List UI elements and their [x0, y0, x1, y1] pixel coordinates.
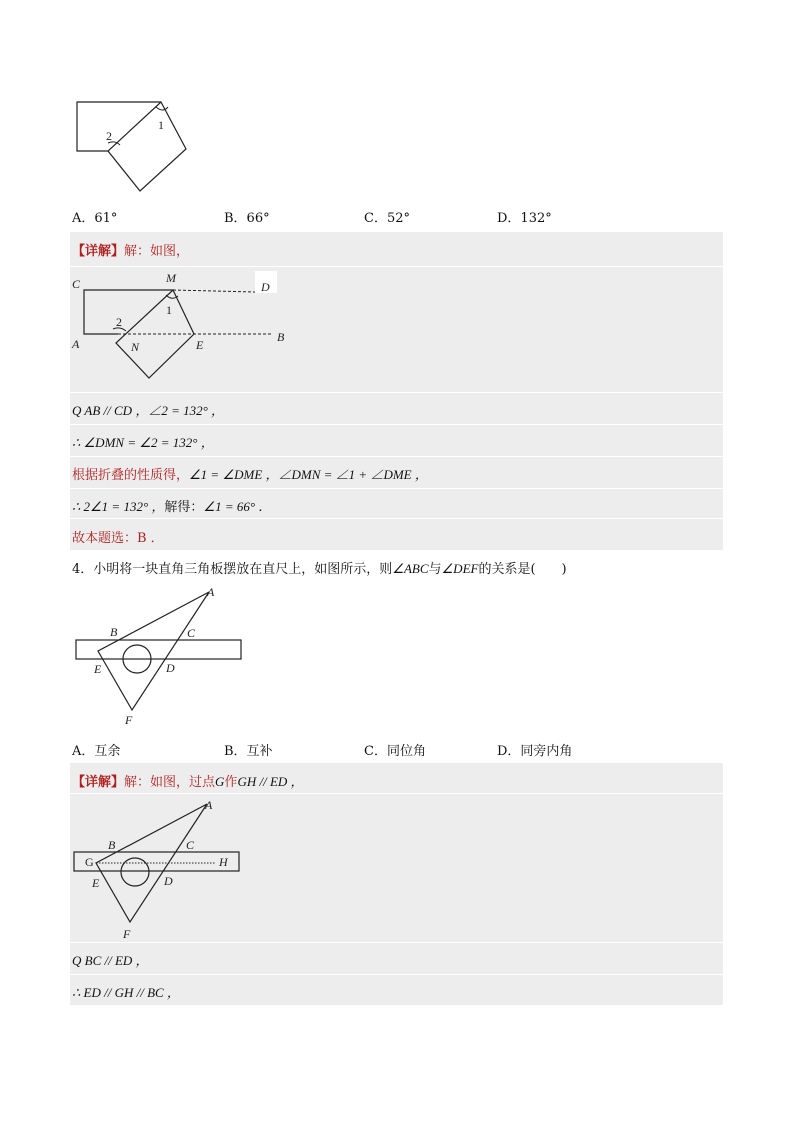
q4-stem-angle-abc: ∠ABC: [392, 561, 429, 576]
sol4-intro-a: 解：如图，过点: [124, 775, 216, 790]
sol3-figure: [68, 268, 298, 383]
q4-figure: [70, 583, 250, 728]
sol4-label-f: F: [123, 927, 131, 941]
sol3-label-1: 1: [166, 303, 172, 317]
sol4-line2: ∴ ED // GH // BC ，: [72, 985, 180, 1000]
q3-options: [72, 207, 732, 227]
q3-option-d[interactable]: D．132°: [497, 211, 552, 226]
q3-label-2: 2: [106, 129, 112, 143]
sol4-intro-gh: GH // ED ，: [237, 774, 304, 789]
q4-label-a: A: [207, 585, 215, 599]
q4-option-a[interactable]: A．互余: [72, 744, 121, 759]
q4-option-d[interactable]: D．同旁内角: [497, 744, 573, 759]
sol4-label-e: E: [92, 876, 100, 890]
q4-options: [72, 740, 732, 760]
divider: [70, 974, 723, 975]
q4-number: 4．: [72, 562, 94, 577]
sol3-label-a: A: [72, 337, 80, 351]
q4-option-b[interactable]: B．互补: [224, 744, 273, 759]
divider: [70, 424, 723, 425]
sol4-label-g: G: [85, 855, 94, 869]
sol3-line3: [72, 464, 428, 483]
q4-option-c[interactable]: C．同位角: [364, 744, 426, 759]
sol3-conclusion: 故本题选：B ．: [72, 531, 164, 546]
sol3-label-2: 2: [116, 315, 122, 329]
q4-label-f: F: [125, 713, 133, 727]
sol3-line4-text: 解得：: [164, 500, 204, 515]
sol3-label-c: C: [72, 277, 81, 291]
q4-triangle: [98, 592, 209, 710]
q4-label-b: B: [110, 625, 118, 639]
sol4-label-d: D: [164, 874, 173, 888]
divider: [70, 266, 723, 267]
sol3-line3-prefix: 根据折叠的性质得，: [72, 468, 190, 483]
sol3-intro-text: 解：如图，: [124, 244, 190, 259]
q4-label-c: C: [187, 626, 196, 640]
q4-stem-angle-def: ∠DEF: [441, 561, 479, 576]
sol3-line2: ∴ ∠DMN = ∠2 = 132° ，: [72, 435, 214, 450]
divider: [70, 456, 723, 457]
sol3-label-n: N: [131, 340, 140, 354]
q3-option-b[interactable]: B．66°: [224, 211, 270, 226]
q4-stem-c: 的关系是( ): [478, 562, 567, 577]
sol4-ruler-hole: [121, 858, 149, 886]
sol3-tag: 【详解】: [72, 244, 125, 259]
sol4-label-h: H: [219, 855, 228, 869]
q3-option-a[interactable]: A．61°: [72, 211, 118, 226]
sol3-label-e: E: [196, 338, 204, 352]
sol4-line1: Q BC // ED ，: [72, 953, 149, 968]
sol4-intro: [72, 771, 304, 790]
q4-stem: [72, 558, 567, 577]
sol4-intro-b: 作: [224, 775, 238, 790]
sol3-label-m: M: [166, 271, 176, 285]
divider: [70, 392, 723, 393]
divider: [70, 518, 723, 519]
sol4-label-c: C: [186, 838, 195, 852]
q3-label-1: 1: [158, 118, 164, 132]
sol4-label-b: B: [108, 838, 116, 852]
sol4-intro-g: G: [215, 774, 225, 789]
q3-folded-square: [108, 102, 186, 191]
sol3-line1: Q AB // CD ，∠2 = 132° ，: [72, 403, 225, 418]
sol4-figure: [70, 795, 250, 943]
q3-angle-1-arc: [156, 107, 168, 110]
sol3-line4-math1: ∴ 2∠1 = 132° ，: [72, 499, 165, 514]
sol3-line4-math2: ∠1 = 66° ．: [203, 499, 272, 514]
q4-stem-a: 小明将一块直角三角板摆放在直尺上，如图所示，则: [93, 562, 393, 577]
sol3-dashed-md: [173, 290, 255, 292]
sol3-label-b: B: [277, 330, 285, 344]
sol3-line3-math: ∠1 = ∠DME ，∠DMN = ∠1 + ∠DME ，: [189, 467, 428, 482]
q4-label-d: D: [166, 661, 175, 675]
sol4-tag: 【详解】: [72, 775, 125, 790]
q3-figure: [70, 95, 200, 195]
divider: [70, 488, 723, 489]
sol3-intro: [72, 240, 189, 259]
q4-label-e: E: [94, 662, 102, 676]
q3-option-c[interactable]: C．52°: [364, 211, 410, 226]
sol4-label-a: A: [205, 798, 213, 812]
sol3-rectangle: [84, 290, 173, 334]
q4-stem-b: 与: [428, 562, 442, 577]
sol3-line4: [72, 496, 271, 515]
divider: [70, 793, 723, 794]
sol3-label-d: D: [261, 280, 270, 294]
